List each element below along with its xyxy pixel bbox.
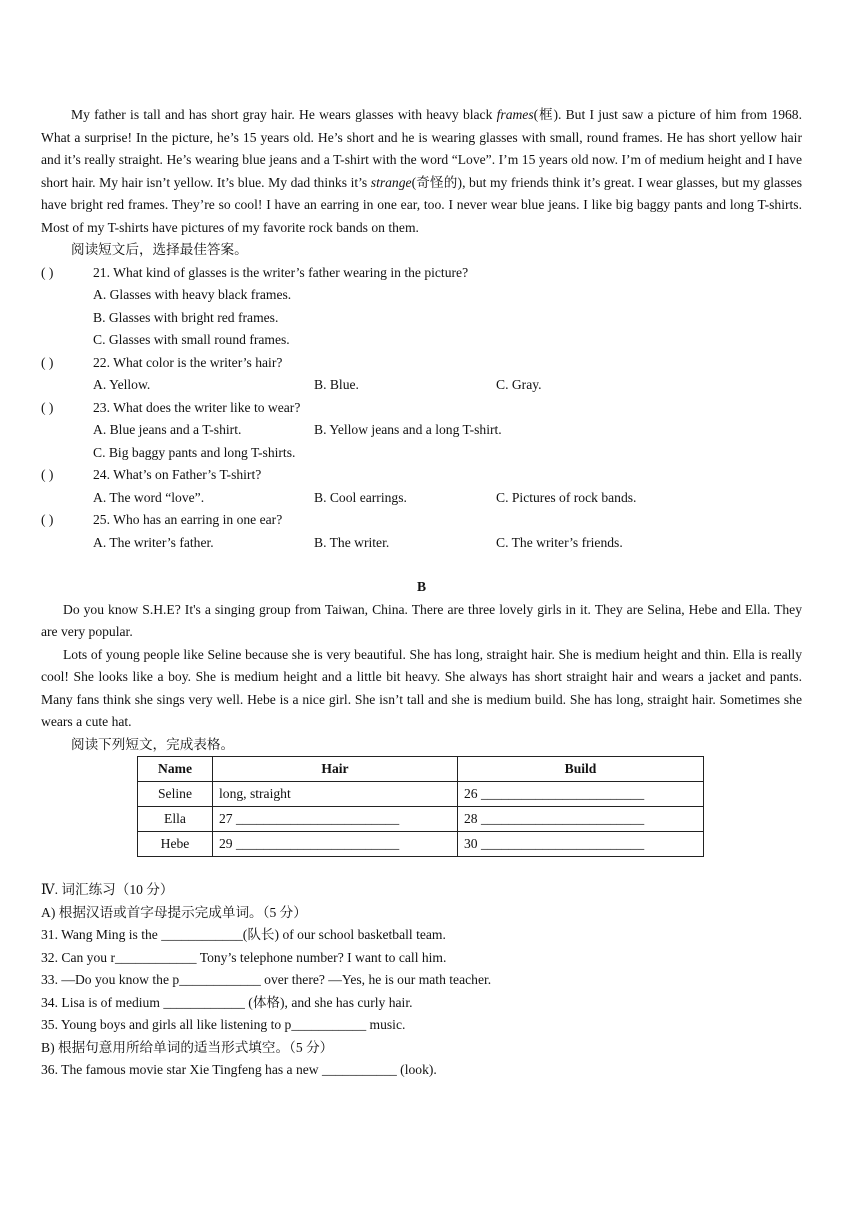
option-text: C. Glasses with small round frames. [93, 332, 290, 347]
section-4-part-a: A) 根据汉语或首字母提示完成单词。（5 分） [41, 904, 307, 920]
question-22 [41, 352, 802, 375]
header-build: Build [458, 757, 704, 782]
options-23 [41, 419, 802, 442]
section-4-title: Ⅳ. 词汇练习（10 分） [41, 882, 174, 897]
options-24 [41, 487, 802, 510]
table-row [138, 782, 704, 807]
vocab-item-31: 31. Wang Ming is the ____________(队长) of our school basketball team. [41, 927, 446, 942]
cell-name: Seline [138, 782, 213, 807]
passage-a-text-1: My father is tall and has short gray hair. He wears glasses with heavy black [71, 107, 497, 122]
option-b: B. Cool earrings. [314, 489, 407, 505]
option-a: A. The writer’s father. [93, 534, 214, 550]
option-b: B. Blue. [314, 377, 359, 392]
option-a: A. Yellow. [93, 377, 151, 392]
cell-build-blank[interactable]: 30 ________________________ [458, 832, 704, 857]
options-22 [41, 374, 802, 397]
passage-b-paragraph-2: Lots of young people like Seline because she is very beautiful. She has long, straight hair. She is medium height and thin. Ella is really cool! She looks like a boy. She is medium height and a little bit heavy. She always has short straight hair and wears a jacket and pants. Many fans think she sings very well. Hebe is a nice girl. She isn’t tall and she is medium build. She has long, straight hair. Sometimes she wears a cute hat. [41, 646, 802, 729]
passage-a [41, 104, 802, 239]
answer-blank[interactable]: ( ) [41, 467, 54, 482]
question-25 [41, 509, 802, 532]
passage-a-text-2: (框). But I just saw a picture of him from 1968. What a surprise! In the picture, he’s 15 years old. He’s short and he is wearing glasses with small, round frames. He has short yellow hair and it’s really straight. He’s wearing blue jeans and a T-shirt with the word “Love”. I’m 15 years old now. I’m of medium height and I have short hair. My hair isn’t yellow. It’s blue. My dad thinks it’s [41, 107, 802, 190]
option-a: A. Blue jeans and a T-shirt. [93, 422, 242, 437]
instruction-b: 阅读下列短文，完成表格。 [71, 736, 235, 752]
cell-name: Hebe [138, 832, 213, 857]
cell-hair-blank[interactable]: 27 ________________________ [213, 807, 458, 832]
passage-b-paragraph-1: Do you know S.H.E? It's a singing group from Taiwan, China. There are three lovely girls in it. They are Selina, Hebe and Ella. They are very popular. [41, 601, 802, 639]
table-row [138, 832, 704, 857]
option-c: C. The writer’s friends. [496, 534, 623, 550]
answer-table [137, 756, 704, 857]
option-23c [41, 442, 802, 465]
question-text: 21. What kind of glasses is the writer’s father wearing in the picture? [93, 264, 469, 280]
option-text: A. Glasses with heavy black frames. [93, 287, 292, 302]
option-c: C. Big baggy pants and long T-shirts. [93, 444, 296, 460]
cell-hair-blank[interactable]: 29 ________________________ [213, 832, 458, 857]
passage-a-text-3: (奇怪的), but my friends think it’s great. I wear glasses, but my glasses have bright red frames. They’re so cool! I have an earring in one ear, too. I never wear blue jeans. I like big baggy pants and long T-shirts. Most of my T-shirts have pictures of my favorite rock bands on them. [41, 174, 803, 235]
option-c: C. Pictures of rock bands. [496, 489, 637, 505]
cell-hair: long, straight [213, 782, 458, 807]
option-text: B. Glasses with bright red frames. [93, 309, 279, 325]
option-b: B. The writer. [314, 534, 390, 550]
document-page [41, 104, 802, 1082]
vocab-item-32: 32. Can you r____________ Tony’s telephone number? I want to call him. [41, 949, 447, 965]
option-21b [41, 307, 802, 330]
table-header-row [138, 757, 704, 782]
word-strange: strange [370, 174, 412, 190]
question-23 [41, 397, 802, 420]
question-21 [41, 262, 802, 285]
question-text: 25. Who has an earring in one ear? [93, 512, 283, 527]
vocab-item-35: 35. Young boys and girls all like listening to p___________ music. [41, 1017, 406, 1032]
header-hair: Hair [213, 757, 458, 782]
options-25 [41, 532, 802, 555]
answer-blank[interactable]: ( ) [41, 399, 54, 415]
vocab-item-34: 34. Lisa is of medium ____________ (体格), and she has curly hair. [41, 994, 413, 1010]
cell-build-blank[interactable]: 28 ________________________ [458, 807, 704, 832]
answer-blank[interactable]: ( ) [41, 512, 54, 527]
word-frames: frames [496, 107, 534, 122]
question-24 [41, 464, 802, 487]
vocab-item-33: 33. —Do you know the p____________ over there? —Yes, he is our math teacher. [41, 972, 492, 987]
section-4-part-b: B) 根据句意用所给单词的适当形式填空。（5 分） [41, 1039, 334, 1055]
vocab-item-36: 36. The famous movie star Xie Tingfeng has a new ___________ (look). [41, 1062, 437, 1077]
cell-build-blank[interactable]: 26 ________________________ [458, 782, 704, 807]
option-21a [41, 284, 802, 307]
question-text: 24. What’s on Father’s T-shirt? [93, 467, 262, 482]
option-21c [41, 329, 802, 352]
instruction-a: 阅读短文后，选择最佳答案。 [71, 242, 248, 257]
header-name: Name [138, 757, 213, 782]
cell-name: Ella [138, 807, 213, 832]
answer-blank[interactable]: ( ) [41, 354, 54, 370]
question-text: 22. What color is the writer’s hair? [93, 354, 283, 370]
option-b: B. Yellow jeans and a long T-shirt. [314, 422, 502, 437]
table-row [138, 807, 704, 832]
option-c: C. Gray. [496, 377, 542, 392]
answer-blank[interactable]: ( ) [41, 264, 54, 280]
question-text: 23. What does the writer like to wear? [93, 399, 301, 415]
section-b-title: B [416, 579, 427, 594]
option-a: A. The word “love”. [93, 489, 205, 505]
